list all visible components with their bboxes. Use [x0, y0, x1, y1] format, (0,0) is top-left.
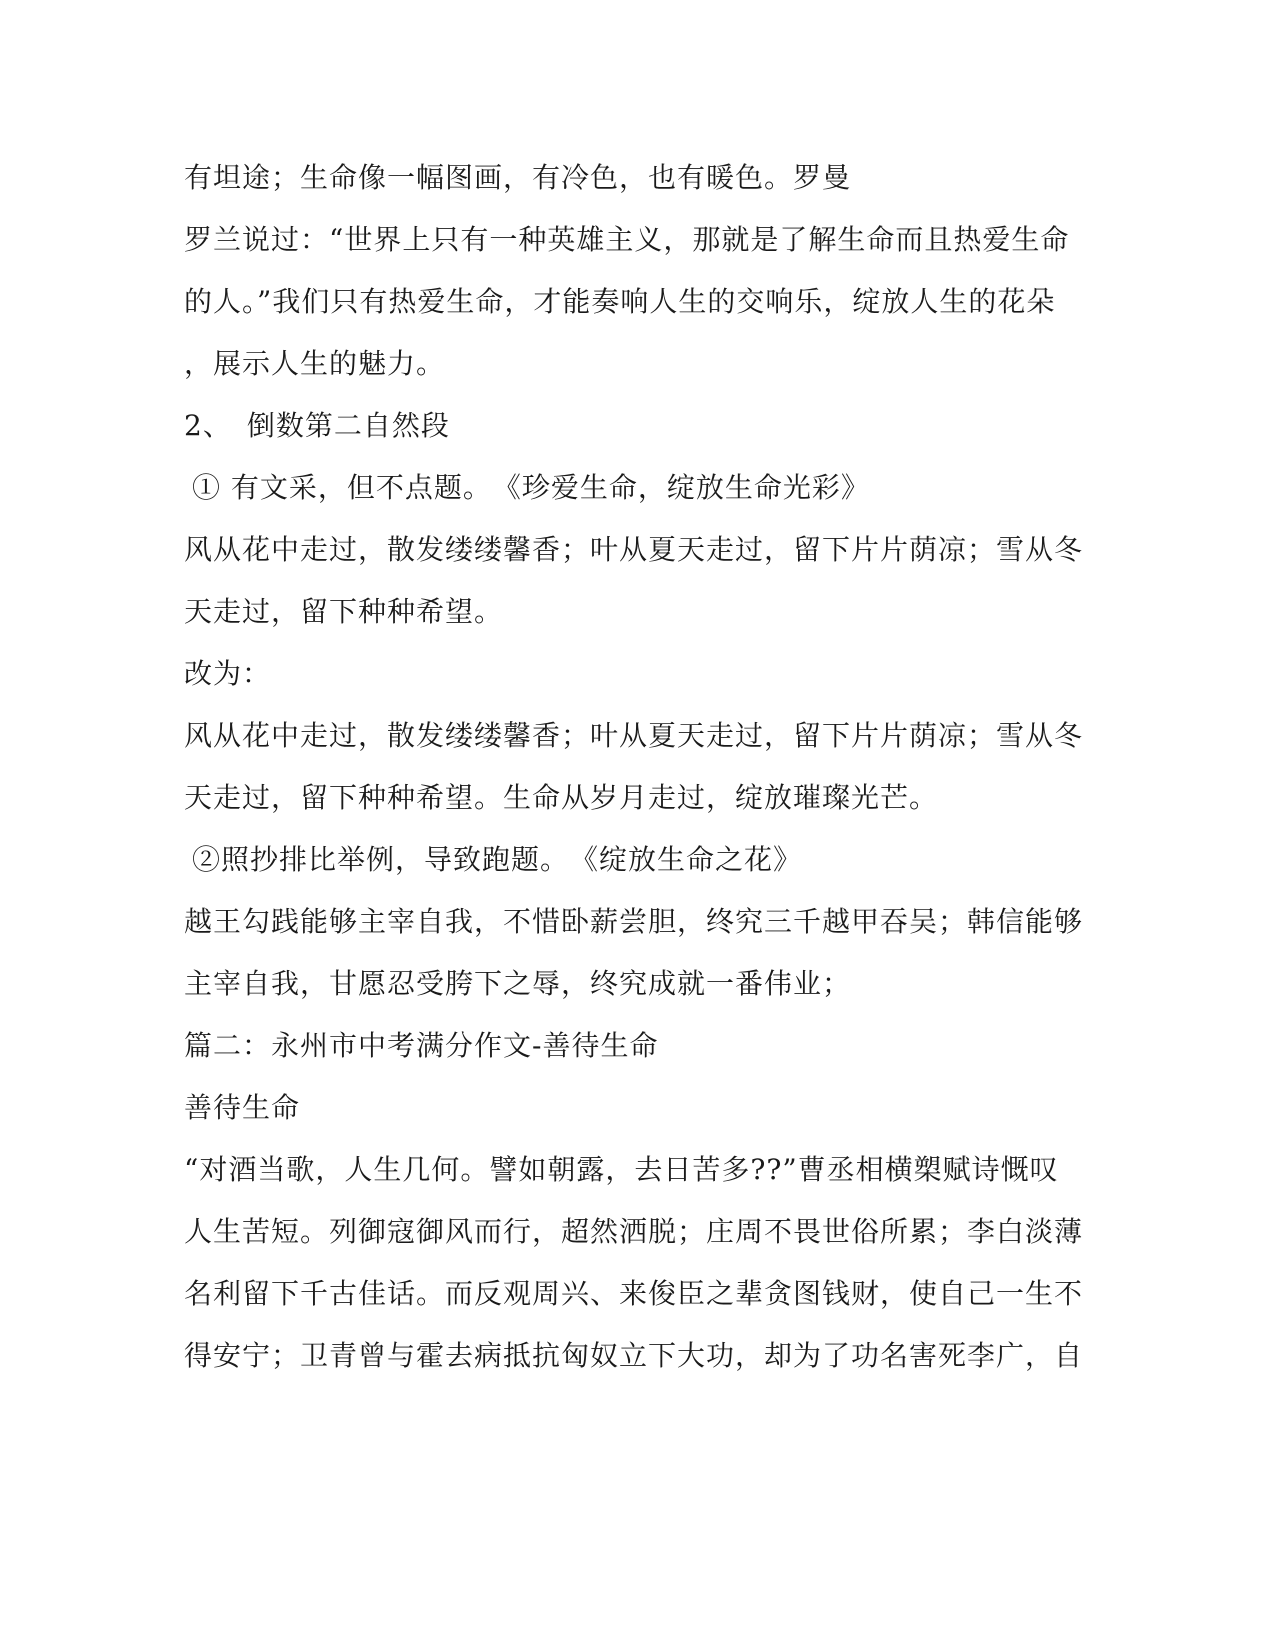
subsection-heading: ① 有文采，但不点题。 《珍爱生命，绽放生命光彩》: [192, 471, 870, 504]
text-line: “对酒当歌，人生几何。譬如朝露，去日苦多??”曹丞相横槊赋诗慨叹: [184, 1153, 1059, 1186]
text-line: 有坦途；生命像一幅图画，有冷色，也有暖色。罗曼: [184, 161, 852, 194]
text-line: 罗兰说过：“世界上只有一种英雄主义，那就是了解生命而且热爱生命: [184, 223, 1070, 256]
text-line: 越王勾践能够主宰自我，不惜卧薪尝胆，终究三千越甲吞吴；韩信能够: [184, 905, 1084, 938]
text-line: 人生苦短。列御寇御风而行，超然洒脱；庄周不畏世俗所累；李白淡薄: [184, 1215, 1084, 1248]
text-line: 得安宁；卫青曾与霍去病抵抗匈奴立下大功，却为了功名害死李广，自: [184, 1339, 1084, 1372]
text-line: 风从花中走过，散发缕缕馨香；叶从夏天走过，留下片片荫凉；雪从冬: [184, 719, 1084, 752]
text-line: 改为：: [184, 657, 272, 690]
text-line: 天走过，留下种种希望。: [184, 595, 504, 628]
text-line: 风从花中走过，散发缕缕馨香；叶从夏天走过，留下片片荫凉；雪从冬: [184, 533, 1084, 566]
text-line: 名利留下千古佳话。而反观周兴、来俊臣之辈贪图钱财，使自己一生不: [184, 1277, 1084, 1310]
article-title: 篇二：永州市中考满分作文-善待生命: [184, 1029, 659, 1062]
section-heading: 2、 倒数第二自然段: [184, 409, 450, 442]
text-line: 的人。”我们只有热爱生命，才能奏响人生的交响乐，绽放人生的花朵: [184, 285, 1056, 318]
essay-title: 善待生命: [184, 1091, 301, 1124]
text-line: 天走过，留下种种希望。生命从岁月走过，绽放璀璨光芒。: [184, 781, 939, 814]
text-line: ，展示人生的魅力。: [184, 347, 446, 380]
text-line: 主宰自我，甘愿忍受胯下之辱，终究成就一番伟业；: [184, 967, 852, 1000]
subsection-heading: ②照抄排比举例，导致跑题。 《绽放生命之花》: [192, 843, 803, 876]
